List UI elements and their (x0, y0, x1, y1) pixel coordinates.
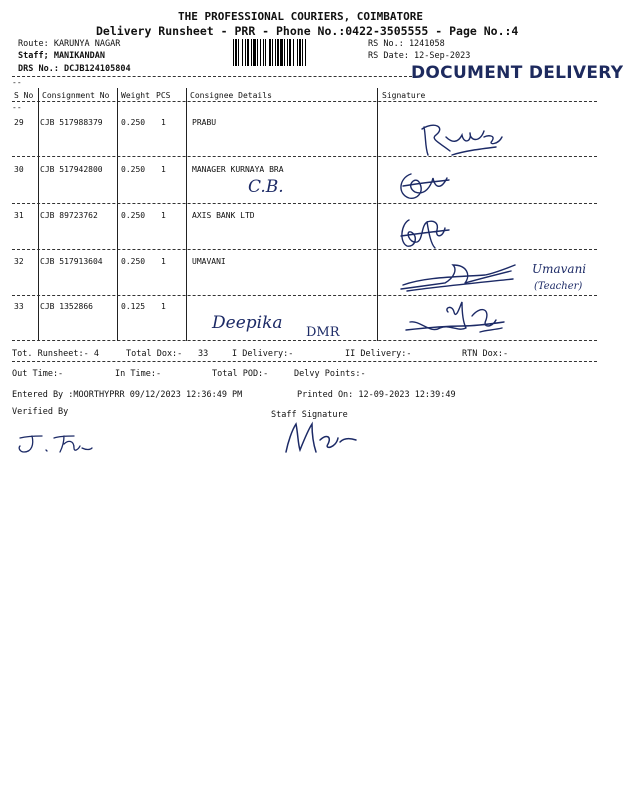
signature-scribble (400, 298, 510, 342)
col-weight: Weight (121, 91, 150, 100)
rs-number: RS No.: 1241058 (368, 39, 445, 49)
row-pcs: 1 (161, 118, 166, 127)
signature-scribble (400, 115, 510, 160)
verifier-signature (14, 430, 94, 458)
out-time: Out Time:- (12, 369, 64, 379)
route-label: Route: KARUNYA NAGAR (18, 39, 121, 49)
col-consignee: Consignee Details (190, 91, 272, 100)
column-divider (38, 88, 39, 341)
total-runsheet: Tot. Runsheet:- 4 (12, 349, 99, 359)
row-pcs: 1 (161, 257, 166, 266)
column-divider (377, 88, 378, 341)
totals-divider (12, 361, 597, 362)
row-weight: 0.125 (121, 302, 146, 311)
row-sno: 33 (14, 302, 24, 311)
row-consignee: UMAVANI (192, 257, 226, 266)
staff-label: Staff; MANIKANDAN (18, 51, 105, 61)
delvy-points: Delvy Points:- (294, 369, 366, 379)
row-pcs: 1 (161, 211, 166, 220)
total-dox-value: 33 (198, 349, 209, 359)
row-consignment: CJB 1352866 (40, 302, 93, 311)
row-sno: 32 (14, 257, 24, 266)
ii-delivery: II Delivery:- (345, 349, 412, 359)
handwritten-umavani: Umavani (532, 262, 587, 276)
handwritten-teacher: (Teacher) (534, 281, 583, 292)
row-divider (12, 249, 597, 250)
rs-date: RS Date: 12-Sep-2023 (368, 51, 471, 61)
col-consignment: Consignment No (42, 91, 110, 100)
company-title: THE PROFESSIONAL COURIERS, COIMBATORE (178, 10, 424, 23)
barcode (233, 39, 361, 66)
staff-signature-mark (282, 418, 362, 458)
table-header-divider (12, 101, 597, 102)
staff-signature-label: Staff Signature (271, 410, 348, 420)
row-pcs: 1 (161, 165, 166, 174)
col-signature: Signature (382, 91, 426, 100)
row-consignee: AXIS BANK LTD (192, 211, 255, 220)
runsheet-title: Delivery Runsheet - PRR - Phone No.:0422-3505555 - Page No.:4 (96, 24, 519, 38)
row-divider (12, 203, 597, 204)
column-divider (186, 88, 187, 341)
row-pcs: 1 (161, 302, 166, 311)
signature-scribble (395, 164, 455, 206)
row-weight: 0.250 (121, 257, 146, 266)
verified-by-label: Verified By (12, 407, 69, 417)
row-consignment: CJB 517988379 (40, 118, 103, 127)
row-weight: 0.250 (121, 165, 146, 174)
handwritten-note: C.B. (248, 177, 284, 197)
row-consignment: CJB 517913604 (40, 257, 103, 266)
row-weight: 0.250 (121, 211, 146, 220)
row-consignee: PRABU (192, 118, 217, 127)
signature-scribble (395, 208, 455, 256)
row-sno: 29 (14, 118, 24, 127)
col-sno: S No (14, 91, 34, 100)
row-sno: 31 (14, 211, 24, 220)
entered-by: Entered By :MOORTHYPRR 09/12/2023 12:36:49 PM (12, 390, 243, 400)
row-sno: 30 (14, 165, 24, 174)
printed-on: Printed On: 12-09-2023 12:39:49 (297, 390, 456, 400)
col-pcs: PCS (156, 91, 171, 100)
row-consignment: CJB 517942800 (40, 165, 103, 174)
row-weight: 0.250 (121, 118, 146, 127)
dash-mark: -- (12, 78, 22, 87)
drs-number: DRS No.: DCJB124105804 (18, 64, 131, 74)
document-delivery-stamp: DOCUMENT DELIVERY (411, 63, 623, 83)
dash-mark: -- (12, 103, 22, 112)
row-consignee: MANAGER KURNAYA BRA (192, 165, 284, 174)
handwritten-initials: DMR (306, 325, 340, 340)
total-pod: Total POD:- (212, 369, 269, 379)
row-consignment: CJB 89723762 (40, 211, 98, 220)
column-divider (117, 88, 118, 341)
signature-scribble (395, 255, 520, 300)
i-delivery: I Delivery:- (232, 349, 294, 359)
in-time: In Time:- (115, 369, 162, 379)
rtn-dox: RTN Dox:- (462, 349, 509, 359)
handwritten-name: Deepika (212, 313, 283, 333)
total-dox-label: Total Dox:- (126, 349, 183, 359)
header-divider (12, 76, 412, 77)
